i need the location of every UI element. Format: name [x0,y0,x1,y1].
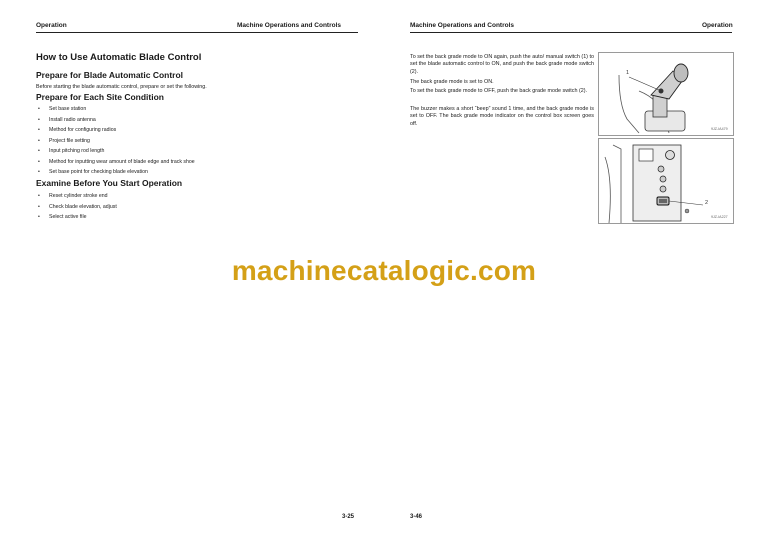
figure-back-grade-switch [598,138,734,224]
list-item: • Set base station [38,104,195,115]
left-page-number: 3-25 [342,514,355,520]
paragraph-buzzer: The buzzer makes a short “beep” sound 1 time, and the back grade mode is set to OFF. The back grade mode indicator on the control box screen goes off. [410,106,594,127]
list-item: • Method for inputting wear amount of blade edge and track shoe [38,157,195,168]
callout-1: 1 [626,70,630,76]
left-header-rule [36,32,358,33]
site-condition-list [38,104,195,178]
left-header-section: Operation [36,22,67,29]
heading-prepare-blade: Prepare for Blade Automatic Control [36,70,184,80]
right-header-section: Operation [702,22,733,29]
examine-list [38,191,117,223]
list-item: • Select active file [38,212,117,223]
list-item: • Project file setting [38,136,195,147]
figure-id: 9JZ-IA227 [711,215,728,219]
control-box-illustration [599,139,733,223]
left-header-chapter: Machine Operations and Controls [237,22,342,29]
list-item: • Install radio antenna [38,115,195,126]
joystick-illustration [599,53,733,135]
paragraph-set-off: To set the back grade mode to OFF, push the back grade mode switch (2). [410,88,588,94]
figure-id: 9JZ-IA479 [711,127,728,131]
right-header-chapter: Machine Operations and Controls [410,22,515,29]
paragraph-set-on: To set the back grade mode to ON again, push the auto/ manual switch (1) to set the blade automatic control to ON, and push the back grade mode switch (2). [410,54,594,75]
list-item: • Input pitching rod length [38,146,195,157]
list-item: • Set base point for checking blade elevation [38,167,195,178]
heading-site-condition: Prepare for Each Site Condition [36,92,164,102]
right-header-rule [410,32,732,33]
page-title: How to Use Automatic Blade Control [36,52,202,63]
intro-paragraph: Before starting the blade automatic control, prepare or set the following. [36,84,207,90]
heading-examine: Examine Before You Start Operation [36,178,183,188]
list-item: • Check blade elevation, adjust [38,202,117,213]
figure-auto-manual-switch [598,52,734,136]
paragraph-mode-on: The back grade mode is set to ON. [410,79,494,85]
callout-2: 2 [705,200,709,206]
watermark: machinecatalogic.com [231,255,537,286]
list-item: • Method for configuring radios [38,125,195,136]
right-page-number: 3-46 [410,514,423,520]
list-item: • Reset cylinder stroke end [38,191,117,202]
